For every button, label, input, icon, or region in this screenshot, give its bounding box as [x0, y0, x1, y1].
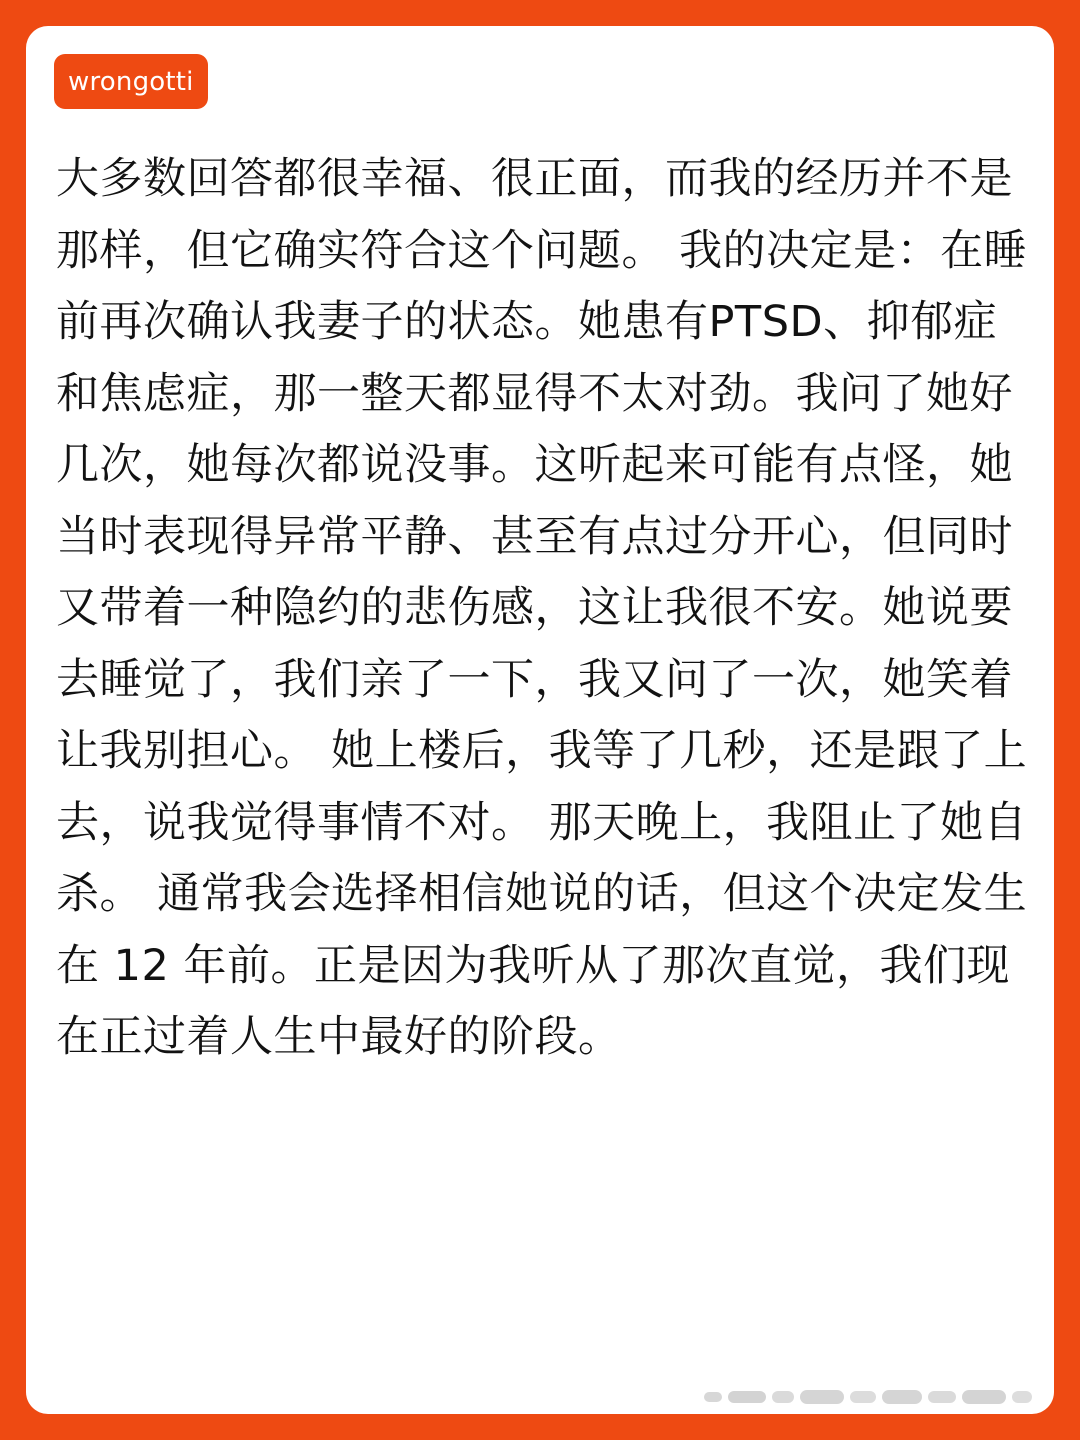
username-badge[interactable]: wrongotti: [54, 54, 208, 109]
watermark-logo: [704, 1386, 1034, 1408]
post-card: [26, 26, 1054, 1414]
post-text: 大多数回答都很幸福、很正面，而我的经历并不是那样，但它确实符合这个问题。 我的决定是：在睡前再次确认我妻子的状态。她患有PTSD、抑郁症和焦虑症，那一整天都显得不太对劲。我问了她好几次，她每次都说没事。这听起来可能有点怪，她当时表现得异常平静、甚至有点过分开心，但同时又带着一种隐约的悲伤感，这让我很不安。她说要去睡觉了，我们亲了一下，我又问了一次，她笑着让我别担心。 她上楼后，我等了几秒，还是跟了上去，说我觉得事情不对。 那天晚上，我阻止了她自杀。 通常我会选择相信她说的话，但这个决定发生在 12 年前。正是因为我听从了那次直觉，我们现在正过着人生中最好的阶段。: [56, 154, 1028, 1062]
